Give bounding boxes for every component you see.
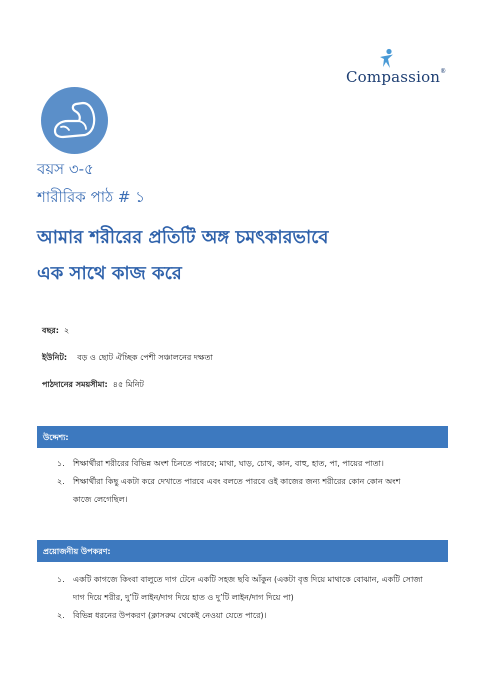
- meta-unit-label: ইউনিট:: [42, 353, 68, 362]
- lesson-badge: [41, 87, 108, 154]
- meta-year: [42, 325, 69, 338]
- objective-line: শিক্ষার্থীরা কিছু একটা করে দেখাতে পারবে এবং বলতে পারবে ওই কাজের জন্য শরীরের কোন কোন অংশ: [73, 477, 401, 486]
- meta-time-label: পাঠদানের সময়সীমা:: [42, 380, 108, 389]
- objective-line: শিক্ষার্থীরা শরীরের বিভিন্ন অংশ চিনতে পারবে; মাথা, ঘাড়, চোখ, কান, বাহু, হাত, পা, পায়ের পাতা।: [73, 459, 384, 468]
- material-item: [73, 571, 423, 607]
- materials-heading: প্রয়োজনীয় উপকরণ:: [37, 540, 448, 562]
- objective-number: ২.: [57, 477, 65, 486]
- objectives-heading: উদ্দেশ্য:: [37, 426, 448, 448]
- objective-item: [73, 473, 400, 509]
- material-item: [73, 607, 266, 625]
- material-line: বিভিন্ন ধরনের উপকরণ (ক্লাসরুম থেকেই নেওয়া যেতে পারে)।: [73, 611, 267, 620]
- objective-number: ১.: [57, 459, 65, 468]
- lesson-title-line-1: আমার শরীরের প্রতিটি অঙ্গ চমৎকারভাবে: [37, 227, 329, 248]
- objective-line: কাজে লেগেছিল।: [73, 495, 128, 504]
- material-line: দাগ দিয়ে শরীর, দু’টি লাইন/দাগ দিয়ে হাত ও দু’টি লাইন/দাগ দিয়ে পা): [73, 593, 294, 602]
- meta-unit: [42, 352, 213, 365]
- meta-year-label: বছর:: [42, 326, 59, 335]
- age-range: বয়স ৩-৫: [37, 160, 94, 178]
- meta-time: [42, 379, 144, 392]
- meta-year-value: ২: [64, 326, 70, 335]
- flexed-arm-icon: [41, 87, 108, 154]
- material-line: একটি কাগজে কিংবা বালুতে দাগ টেনে একটি সহজ ছবি আঁকুন (একটা বৃত্ত দিয়ে মাথাকে বোঝান, একটি সোজা: [73, 575, 423, 584]
- material-number: ১.: [57, 575, 65, 584]
- objective-item: [73, 455, 384, 473]
- logo-wordmark: Compassion®: [346, 68, 447, 86]
- material-number: ২.: [57, 611, 65, 620]
- lesson-title-line-2: এক সাথে কাজ করে: [37, 263, 182, 284]
- logo-figure-icon: [376, 48, 398, 70]
- meta-time-value: ৪৫ মিনিট: [112, 380, 144, 389]
- compassion-logo: [344, 48, 448, 88]
- meta-unit-value: বড় ও ছোট ঐচ্ছিক পেশী সঞ্চালনের দক্ষতা: [77, 353, 213, 362]
- lesson-number: শারীরিক পাঠ # ১: [37, 188, 145, 206]
